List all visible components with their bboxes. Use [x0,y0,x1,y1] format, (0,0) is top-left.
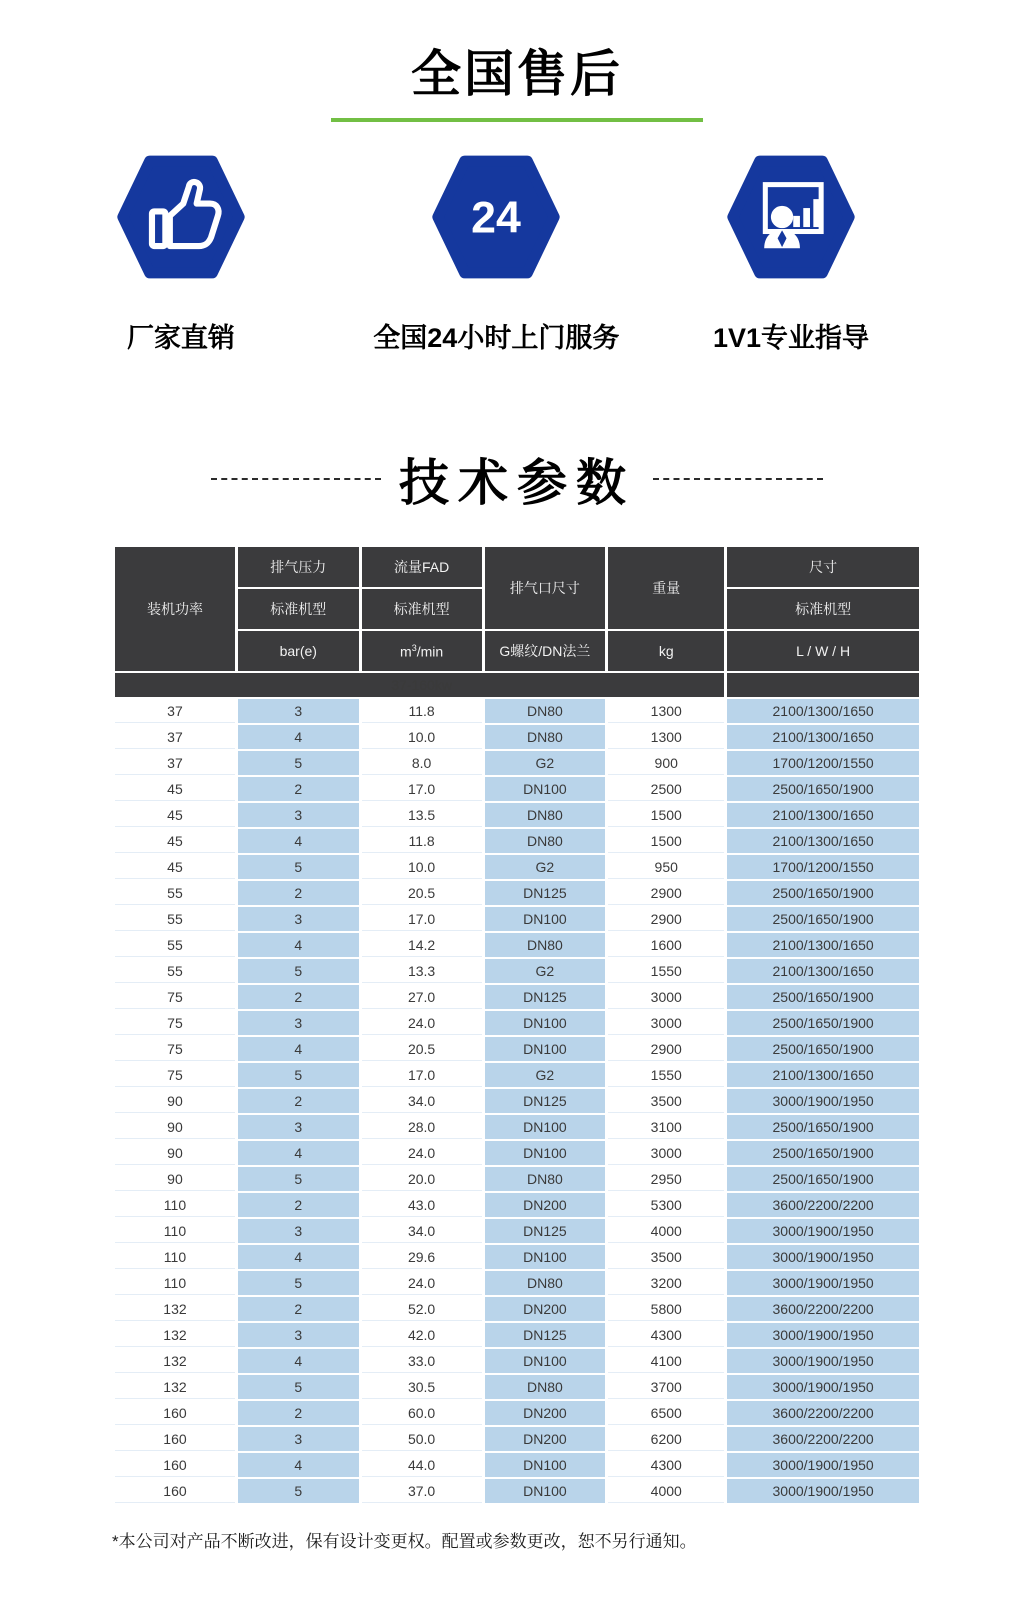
table-cell: 13.3 [362,959,482,983]
table-row [115,1271,919,1295]
table-cell: DN125 [485,1089,606,1113]
table-cell: 30.5 [362,1375,482,1399]
table-row [115,1453,919,1477]
table-row [115,985,919,1009]
table-cell: 2900 [608,1037,724,1061]
table-row [115,803,919,827]
after-sales-title: 全国售后 [411,46,623,102]
table-cell: 52.0 [362,1297,482,1321]
table-cell: 6200 [608,1427,724,1451]
table-cell: 34.0 [362,1219,482,1243]
table-cell: G2 [485,751,606,775]
table-row [115,1375,919,1399]
table-cell: 4 [238,1037,359,1061]
table-cell: 3600/2200/2200 [727,1297,919,1321]
table-cell: 37.0 [362,1479,482,1503]
table-cell: 1550 [608,959,724,983]
table-cell: 2900 [608,907,724,931]
table-cell: 5300 [608,1193,724,1217]
table-row [115,1479,919,1503]
section-label: 37-160kw [115,673,724,697]
table-cell: 5 [238,959,359,983]
table-cell: 3500 [608,1245,724,1269]
table-cell: 5 [238,1479,359,1503]
green-divider [331,118,703,122]
table-cell: 2500 [608,777,724,801]
section-band-right [727,673,919,697]
header-unit-outlet: G螺纹/DN法兰 [485,631,606,671]
header-power: 装机功率 [115,547,235,671]
table-cell: 4 [238,1453,359,1477]
table-cell: 2100/1300/1650 [727,959,919,983]
table-cell: 2 [238,881,359,905]
table-cell: 3700 [608,1375,724,1399]
table-cell: 75 [115,1063,235,1087]
table-cell: 3600/2200/2200 [727,1427,919,1451]
footer-note: *本公司对产品不断改进，保有设计变更权。配置或参数更改，恕不另行通知。 [112,1532,697,1551]
spec-table-header [115,547,919,671]
table-cell: 4 [238,829,359,853]
presentation-icon [724,154,858,280]
table-cell: DN100 [485,907,606,931]
service-label: 全国24小时上门服务 [373,323,620,353]
table-cell: 2950 [608,1167,724,1191]
table-cell: 160 [115,1427,235,1451]
table-cell: DN80 [485,725,606,749]
table-cell: 34.0 [362,1089,482,1113]
table-cell: 132 [115,1323,235,1347]
table-row [115,1011,919,1035]
tech-params-heading-row [0,443,1034,515]
table-cell: 4 [238,725,359,749]
table-cell: DN200 [485,1401,606,1425]
table-cell: 3000/1900/1950 [727,1323,919,1347]
header-std-model: 标准机型 [238,589,359,629]
table-cell: 5 [238,1063,359,1087]
table-cell: G2 [485,1063,606,1087]
table-row [115,829,919,853]
table-cell: 10.0 [362,725,482,749]
table-row [115,1115,919,1139]
table-cell: 1700/1200/1550 [727,751,919,775]
table-cell: 2500/1650/1900 [727,881,919,905]
table-cell: 3 [238,699,359,723]
table-cell: 20.5 [362,881,482,905]
table-cell: 3 [238,907,359,931]
tech-params-title: 技术参数 [399,455,635,511]
section-row [115,673,919,697]
table-cell: 20.0 [362,1167,482,1191]
table-cell: 2 [238,1401,359,1425]
header-pressure: 排气压力 [238,547,359,587]
dashed-line-right [653,478,823,480]
table-row [115,1297,919,1321]
header-unit-size: L / W / H [727,631,919,671]
spec-table-body [115,699,919,1503]
table-cell: 2 [238,777,359,801]
header-row-3 [115,631,919,671]
table-cell: 1500 [608,803,724,827]
table-row [115,751,919,775]
table-cell: 14.2 [362,933,482,957]
table-cell: 6500 [608,1401,724,1425]
table-cell: 110 [115,1219,235,1243]
table-cell: 45 [115,855,235,879]
table-cell: 900 [608,751,724,775]
table-cell: DN100 [485,1141,606,1165]
table-cell: 55 [115,907,235,931]
table-row [115,1219,919,1243]
table-row [115,1037,919,1061]
table-row [115,855,919,879]
table-cell: 5800 [608,1297,724,1321]
header-std-model: 标准机型 [727,589,919,629]
table-row [115,881,919,905]
table-cell: 1500 [608,829,724,853]
table-cell: G2 [485,855,606,879]
table-cell: 43.0 [362,1193,482,1217]
table-cell: 24.0 [362,1271,482,1295]
table-cell: 4 [238,1349,359,1373]
table-cell: 4 [238,1245,359,1269]
table-cell: DN80 [485,933,606,957]
header-size: 尺寸 [727,547,919,587]
table-cell: 3 [238,1427,359,1451]
table-cell: 27.0 [362,985,482,1009]
table-cell: 5 [238,855,359,879]
table-cell: 5 [238,751,359,775]
table-cell: 132 [115,1297,235,1321]
table-row [115,1245,919,1269]
spec-table [112,545,922,1505]
table-cell: 2100/1300/1650 [727,829,919,853]
table-row [115,1193,919,1217]
service-highlights [0,154,1034,355]
table-cell: 3 [238,803,359,827]
table-cell: 3000/1900/1950 [727,1219,919,1243]
table-row [115,959,919,983]
table-cell: 3000/1900/1950 [727,1453,919,1477]
table-cell: 3600/2200/2200 [727,1401,919,1425]
table-cell: 3000 [608,985,724,1009]
table-cell: 90 [115,1167,235,1191]
table-cell: DN80 [485,829,606,853]
24-hour-badge-icon [429,154,563,280]
service-item-guidance [631,154,952,355]
service-label: 1V1专业指导 [712,323,869,353]
table-cell: 17.0 [362,777,482,801]
table-cell: 33.0 [362,1349,482,1373]
table-cell: 90 [115,1141,235,1165]
table-cell: 44.0 [362,1453,482,1477]
service-item-24h [362,154,631,355]
table-row [115,907,919,931]
dashed-line-left [211,478,381,480]
table-cell: 5 [238,1167,359,1191]
table-cell: 2500/1650/1900 [727,1037,919,1061]
table-cell: 110 [115,1245,235,1269]
table-cell: 2 [238,1089,359,1113]
table-cell: 37 [115,725,235,749]
table-cell: DN125 [485,881,606,905]
table-cell: DN80 [485,699,606,723]
header-std-model: 标准机型 [362,589,482,629]
table-cell: 2 [238,1193,359,1217]
header-unit-weight: kg [608,631,724,671]
table-cell: 2500/1650/1900 [727,1115,919,1139]
table-cell: 160 [115,1401,235,1425]
table-cell: 2100/1300/1650 [727,699,919,723]
table-cell: 4 [238,933,359,957]
table-cell: 90 [115,1089,235,1113]
table-cell: 2100/1300/1650 [727,933,919,957]
table-cell: 3 [238,1323,359,1347]
table-row [115,933,919,957]
table-row [115,725,919,749]
table-cell: 5 [238,1375,359,1399]
table-cell: 3000/1900/1950 [727,1479,919,1503]
table-cell: 42.0 [362,1323,482,1347]
table-cell: 2500/1650/1900 [727,1011,919,1035]
table-cell: 2100/1300/1650 [727,1063,919,1087]
table-cell: DN100 [485,1453,606,1477]
table-row [115,1401,919,1425]
table-cell: 17.0 [362,1063,482,1087]
table-cell: 132 [115,1375,235,1399]
table-cell: 55 [115,959,235,983]
table-cell: 3000/1900/1950 [727,1375,919,1399]
table-cell: 2500/1650/1900 [727,777,919,801]
table-cell: 20.5 [362,1037,482,1061]
table-cell: 2500/1650/1900 [727,1167,919,1191]
table-cell: 1300 [608,699,724,723]
table-cell: 45 [115,777,235,801]
table-cell: DN125 [485,1219,606,1243]
table-cell: DN80 [485,1167,606,1191]
table-cell: 28.0 [362,1115,482,1139]
table-cell: 3200 [608,1271,724,1295]
table-cell: 75 [115,1037,235,1061]
table-cell: DN100 [485,1245,606,1269]
table-cell: DN200 [485,1297,606,1321]
table-cell: 4000 [608,1479,724,1503]
table-cell: DN125 [485,1323,606,1347]
table-cell: 17.0 [362,907,482,931]
table-row [115,699,919,723]
table-cell: DN80 [485,803,606,827]
table-cell: 11.8 [362,829,482,853]
table-cell: 2100/1300/1650 [727,803,919,827]
table-cell: DN200 [485,1427,606,1451]
table-cell: 160 [115,1479,235,1503]
table-cell: 75 [115,1011,235,1035]
badge-24-text: 24 [471,193,522,243]
table-cell: 60.0 [362,1401,482,1425]
table-cell: 110 [115,1193,235,1217]
table-cell: 24.0 [362,1011,482,1035]
table-cell: DN200 [485,1193,606,1217]
table-cell: 3000 [608,1011,724,1035]
table-cell: 950 [608,855,724,879]
table-cell: 2100/1300/1650 [727,725,919,749]
table-cell: 3000/1900/1950 [727,1349,919,1373]
table-cell: 3 [238,1115,359,1139]
table-cell: 8.0 [362,751,482,775]
table-row [115,1167,919,1191]
table-cell: 132 [115,1349,235,1373]
table-row [115,777,919,801]
table-cell: 1600 [608,933,724,957]
table-cell: 55 [115,881,235,905]
table-cell: 55 [115,933,235,957]
table-cell: 10.0 [362,855,482,879]
table-cell: DN80 [485,1375,606,1399]
header-unit-pressure: bar(e) [238,631,359,671]
table-cell: 5 [238,1271,359,1295]
table-cell: 110 [115,1271,235,1295]
table-cell: 4300 [608,1453,724,1477]
table-cell: 3 [238,1011,359,1035]
table-cell: 1300 [608,725,724,749]
table-cell: 1550 [608,1063,724,1087]
table-cell: 4100 [608,1349,724,1373]
header-row-1 [115,547,919,587]
table-row [115,1063,919,1087]
table-cell: 160 [115,1453,235,1477]
table-cell: DN80 [485,1271,606,1295]
table-cell: 3500 [608,1089,724,1113]
table-row [115,1141,919,1165]
service-item-factory-direct [0,154,362,355]
table-row [115,1349,919,1373]
header-weight: 重量 [608,547,724,629]
table-cell: 2500/1650/1900 [727,985,919,1009]
table-cell: DN100 [485,777,606,801]
table-cell: 3000/1900/1950 [727,1245,919,1269]
table-cell: DN100 [485,1349,606,1373]
table-cell: 2500/1650/1900 [727,907,919,931]
table-cell: DN100 [485,1011,606,1035]
header-flow: 流量FAD [362,547,482,587]
table-cell: 3000/1900/1950 [727,1089,919,1113]
table-cell: 2 [238,985,359,1009]
table-row [115,1427,919,1451]
table-cell: 45 [115,803,235,827]
table-row [115,1089,919,1113]
table-cell: 3100 [608,1115,724,1139]
table-row [115,1323,919,1347]
table-cell: 4 [238,1141,359,1165]
table-cell: 3 [238,1219,359,1243]
table-cell: 45 [115,829,235,853]
table-cell: 3000 [608,1141,724,1165]
service-label: 厂家直销 [126,323,235,353]
header-unit-flow: $m^3/\min$ [362,631,482,671]
table-cell: 29.6 [362,1245,482,1269]
table-cell: 13.5 [362,803,482,827]
table-cell: 50.0 [362,1427,482,1451]
table-cell: 4300 [608,1323,724,1347]
table-cell: G2 [485,959,606,983]
table-cell: 2900 [608,881,724,905]
thumbs-up-icon [114,154,248,280]
table-cell: 90 [115,1115,235,1139]
table-cell: 2500/1650/1900 [727,1141,919,1165]
table-cell: 75 [115,985,235,1009]
table-cell: 3600/2200/2200 [727,1193,919,1217]
table-cell: 2 [238,1297,359,1321]
table-cell: DN125 [485,985,606,1009]
table-cell: 11.8 [362,699,482,723]
table-cell: DN100 [485,1037,606,1061]
table-cell: DN100 [485,1115,606,1139]
table-cell: 3000/1900/1950 [727,1271,919,1295]
table-cell: 1700/1200/1550 [727,855,919,879]
table-cell: 37 [115,699,235,723]
table-cell: 37 [115,751,235,775]
header-outlet: 排气口尺寸 [485,547,606,629]
table-cell: DN100 [485,1479,606,1503]
table-cell: 24.0 [362,1141,482,1165]
table-cell: 4000 [608,1219,724,1243]
